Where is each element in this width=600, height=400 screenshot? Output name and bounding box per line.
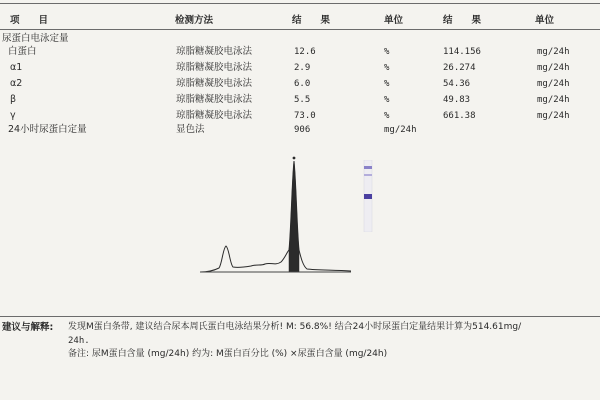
row-item: β [10,94,17,105]
row-unit: % [384,63,390,73]
row-result-2: 26.274 [443,63,476,73]
row-unit: % [384,47,390,57]
row-method: 琼脂糖凝胶电泳法 [176,46,253,57]
advice-line-1: 发现M蛋白条带, 建议结合尿本周氏蛋白电泳结果分析! M: 56.8%! 结合24小时尿蛋白定量结果计算为514.61mg/ [68,322,522,332]
header-method: 检测方法 [175,15,214,26]
header-result-2: 结 果 [443,15,482,26]
row-unit-2: mg/24h [537,95,570,105]
gel-band-alpha [364,174,372,176]
row-item: 白蛋白 [8,46,37,57]
header-unit: 单位 [384,15,404,26]
row-unit-2: mg/24h [537,111,570,121]
row-unit: % [384,111,390,121]
row-method: 琼脂糖凝胶电泳法 [176,78,253,89]
electrophoresis-densitogram [195,150,365,280]
advice-line-2: 24h. [68,336,90,346]
row-result: 73.0 [294,111,316,121]
gel-lane [362,160,374,232]
densitogram-curve [200,161,351,272]
total-unit: mg/24h [384,125,417,135]
row-unit-2: mg/24h [537,79,570,89]
row-result-2: 49.83 [443,95,471,105]
total-method: 显色法 [176,124,205,135]
gel-band-m-protein [364,194,372,199]
section-title: 尿蛋白电泳定量 [2,33,69,44]
row-result: 6.0 [294,79,311,89]
advice-label: 建议与解释: [2,322,54,333]
total-result: 906 [294,125,311,135]
header-unit-2: 单位 [535,15,555,26]
row-result-2: 114.156 [443,47,481,57]
row-method: 琼脂糖凝胶电泳法 [176,62,253,73]
row-unit: % [384,79,390,89]
header-result: 结 果 [292,15,331,26]
row-unit: % [384,95,390,105]
row-method: 琼脂糖凝胶电泳法 [176,110,253,121]
gel-band-albumin [364,166,372,169]
header-rule [0,29,600,30]
row-unit-2: mg/24h [537,47,570,57]
advice-rule [0,316,600,317]
total-item: 24小时尿蛋白定量 [8,124,87,135]
row-item: α1 [10,62,23,73]
advice-note: 备注: 尿M蛋白含量 (mg/24h) 约为: M蛋白百分比 (%) ×尿蛋白含量 (mg/24h) [68,349,388,359]
row-result: 12.6 [294,47,316,57]
top-rule [0,3,600,4]
row-result-2: 54.36 [443,79,471,89]
row-result: 2.9 [294,63,311,73]
row-result-2: 661.38 [443,111,476,121]
row-item: γ [10,110,16,121]
row-unit-2: mg/24h [537,63,570,73]
header-item: 项 目 [10,15,49,26]
row-method: 琼脂糖凝胶电泳法 [176,94,253,105]
row-item: α2 [10,78,23,89]
peak-marker [293,157,296,160]
row-result: 5.5 [294,95,311,105]
